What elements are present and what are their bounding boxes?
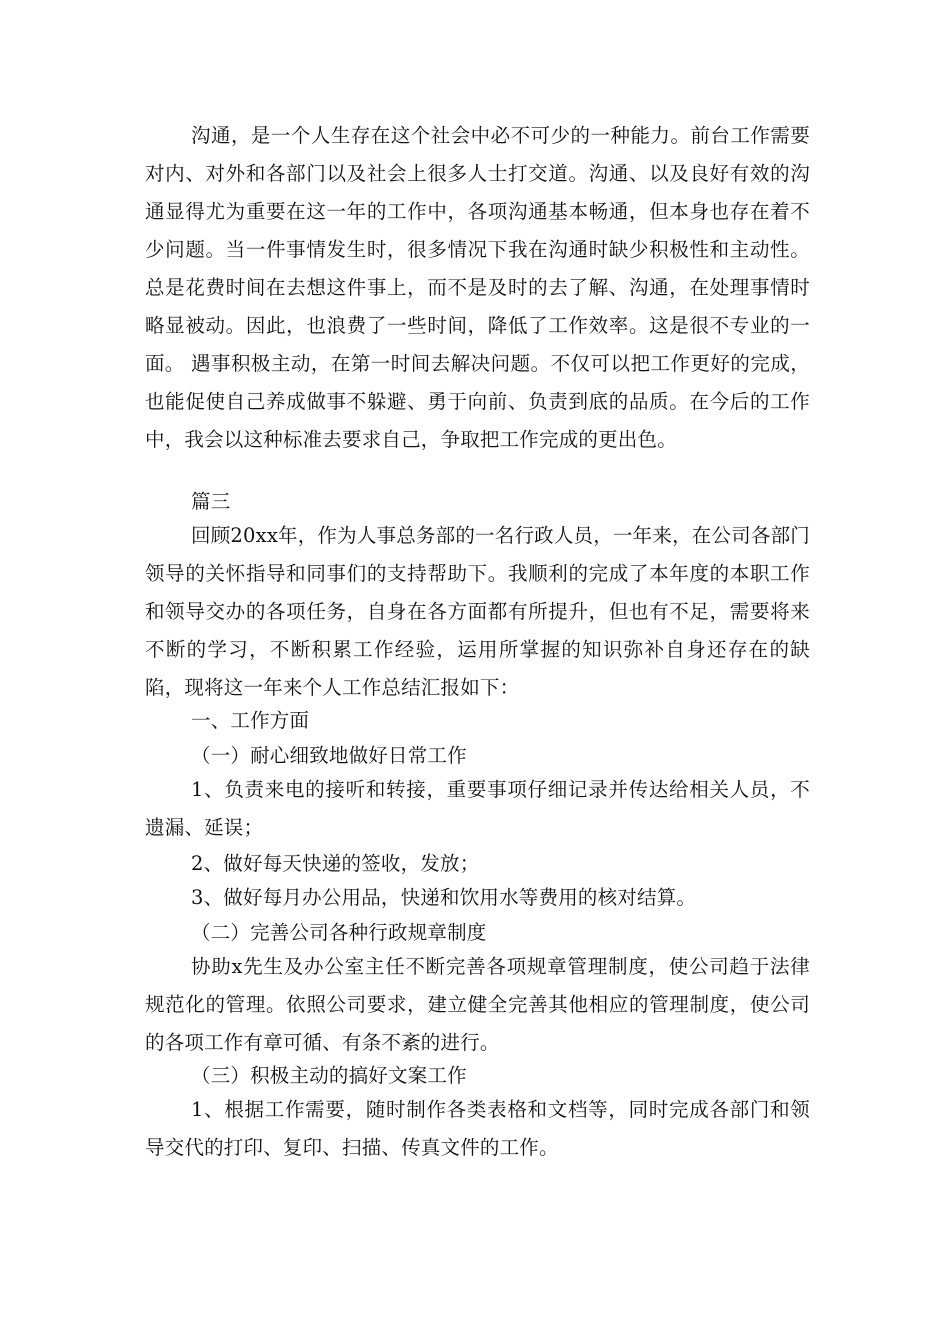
list-item-forms-and-printing: 1、根据工作需要，随时制作各类表格和文档等，同时完成各部门和领导交代的打印、复印、扫描、传真文件的工作。	[145, 1098, 810, 1159]
heading-work-aspects: 一、工作方面	[191, 709, 310, 732]
paragraph-communication: 沟通，是一个人生存在这个社会中必不可少的一种能力。前台工作需要对内、对外和各部门以及社会上很多人士打交道。沟通、以及良好有效的沟通显得尤为重要在这一年的工作中，各项沟通基本畅通，但本身也存在着不少问题。当一件事情发生时，很多情况下我在沟通时缺少积极性和主动性。总是花费时间在去想这件事上，而不是及时的去了解、沟通，在处理事情时略显被动。因此，也浪费了一些时间，降低了工作效率。这是很不专业的一面。	[145, 124, 810, 375]
paragraph-proactive: 遇事积极主动，在第一时间去解决问题。不仅可以把工作更好的完成，也能促使自己养成做事不躲避、勇于向前、负责到底的品质。在今后的工作中，我会以这种标准去要求自己，争取把工作完成的更出色。	[145, 352, 810, 451]
list-item-express-delivery: 2、做好每天快递的签收，发放；	[191, 852, 480, 875]
paragraph-review: 回顾20xx年，作为人事总务部的一名行政人员，一年来，在公司各部门领导的关怀指导和同事们的支持帮助下。我顺利的完成了本年度的本职工作和领导交办的各项任务，自身在各方面都有所提升，但也有不足，需要将来不断的学习，不断积累工作经验，运用所掌握的知识弥补自身还存在的缺陷，现将这一年来个人工作总结汇报如下：	[145, 524, 810, 699]
section-heading-part-three: 篇三	[191, 490, 231, 513]
subheading-regulations: （二）完善公司各种行政规章制度	[191, 921, 487, 944]
paragraph-regulations: 协助x先生及办公室主任不断完善各项规章管理制度，使公司趋于法律规范化的管理。依照公司要求，建立健全完善其他相应的管理制度，使公司的各项工作有章可循、有条不紊的进行。	[145, 955, 810, 1054]
subheading-documents: （三）积极主动的搞好文案工作	[191, 1064, 467, 1087]
list-item-phone-calls: 1、负责来电的接听和转接，重要事项仔细记录并传达给相关人员，不遗漏、延误；	[145, 778, 810, 839]
list-item-office-supplies: 3、做好每月办公用品，快递和饮用水等费用的核对结算。	[191, 886, 697, 909]
subheading-daily-work: （一）耐心细致地做好日常工作	[191, 744, 467, 767]
